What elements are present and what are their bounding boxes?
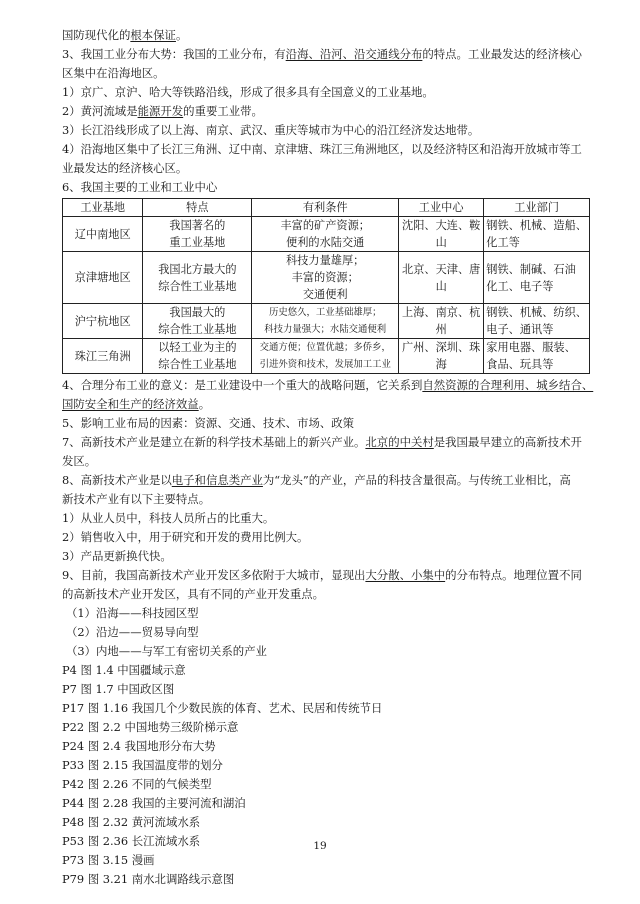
text-run: 2）黄河流域是 (62, 104, 138, 118)
cell-line: 以轻工业为主的 (158, 341, 237, 354)
cell-line: 我国著名的 (169, 219, 226, 232)
text-run: P22 图 2.2 中国地势三级阶梯示意 (62, 720, 239, 734)
cell-line: 化工、电子等 (486, 279, 554, 293)
text-run: P44 图 2.28 我国的主要河流和湖泊 (62, 796, 246, 810)
cell-line: 我国最大的 (169, 306, 226, 319)
table-cell-centers: 北京、天津、唐山 (399, 252, 484, 304)
text-run: P33 图 2.15 我国温度带的划分 (62, 758, 223, 772)
text-run: 业最发达的经济核心区。 (62, 161, 188, 175)
underlined-text: 沿海、沿河、沿交通线分布 (285, 47, 423, 61)
text-run: 的特点。工业最发达的经济核心 (422, 47, 582, 61)
text-run: P24 图 2.4 我国地形分布大势 (62, 739, 216, 753)
underlined-text: 根本保证 (130, 28, 176, 42)
cell-line: 家用电器、服装、 (486, 341, 576, 354)
text-line (62, 756, 590, 775)
header-cell: 工业基地 (63, 199, 143, 217)
table-cell-feature (143, 252, 252, 304)
table-cell-base: 沪宁杭地区 (63, 304, 143, 339)
industrial-bases-table (62, 198, 590, 374)
cell-line: 我国北方最大的 (158, 262, 237, 276)
text-line (62, 661, 590, 680)
table-cell-base: 珠江三角洲 (63, 339, 143, 374)
cell-line: 引进外资和技术，发展加工工业 (259, 359, 391, 370)
cell-line: 钢铁、机械、造船、 (486, 219, 587, 232)
text-line (62, 452, 590, 471)
table-cell-feature (143, 339, 252, 374)
text-line (62, 642, 590, 661)
cell-line: 重工业基地 (169, 236, 226, 249)
text-run: （1）沿海——科技园区型 (66, 606, 199, 620)
text-run: 。 (198, 397, 211, 411)
text-run: P79 图 3.21 南水北调路线示意图 (62, 872, 235, 886)
text-run: 是我国最早建立的高新技术开 (433, 435, 582, 449)
text-run: P53 图 2.36 长江流域水系 (62, 834, 201, 848)
text-line (62, 813, 590, 832)
table-row (63, 252, 590, 304)
header-cell: 工业中心 (399, 199, 484, 217)
text-run: 4）沿海地区集中了长江三角洲、辽中南、京津塘、珠江三角洲地区，以及经济特区和沿海开放城市等工 (62, 142, 582, 156)
text-run: 的重要工业带。 (183, 104, 263, 118)
table-cell-feature (143, 217, 252, 252)
text-line (62, 64, 590, 83)
text-line (62, 45, 590, 64)
text-line (62, 471, 590, 490)
text-line (62, 680, 590, 699)
text-run: P17 图 1.16 我国几个少数民族的体育、艺术、民居和传统节日 (62, 701, 383, 715)
table-row (63, 217, 590, 252)
text-line (62, 433, 590, 452)
text-run: 国防现代化的 (62, 28, 131, 42)
header-cell: 有利条件 (252, 199, 399, 217)
text-run: 发区。 (62, 454, 97, 468)
text-run: 6、我国主要的工业和工业中心 (62, 180, 218, 194)
text-run: 5、影响工业布局的因素：资源、交通、技术、市场、政策 (62, 416, 355, 430)
text-line (62, 121, 590, 140)
cell-line: 交通便利 (302, 288, 348, 301)
text-line (62, 178, 590, 197)
text-run: 的分布特点。地理位置不同 (445, 568, 582, 582)
text-line (62, 604, 590, 623)
text-run: 8、高新技术产业是以 (62, 473, 172, 487)
text-run: 9、目前，我国高新技术产业开发区多依附于大城市，显现出 (62, 568, 366, 582)
text-run: 2）销售收入中，用于研究和开发的费用比例大。 (62, 530, 309, 544)
cell-line: 电子、通讯等 (486, 323, 554, 336)
table-header-row (63, 199, 590, 217)
cell-line: 丰富的资源； (291, 271, 359, 284)
text-run: 3、我国工业分布大势：我国的工业分布，有 (62, 47, 286, 61)
table-cell-centers: 广州、深圳、珠海 (399, 339, 484, 374)
text-run: P4 图 1.4 中国疆域示意 (62, 663, 186, 677)
text-run: 。 (175, 28, 188, 42)
text-run: 为“龙头”的产业，产品的科技含量很高。与传统工业相比，高 (262, 473, 571, 487)
text-line (62, 159, 590, 178)
text-line (62, 851, 590, 870)
underlined-text: 能源开发 (137, 104, 184, 118)
text-line (62, 794, 590, 813)
text-run: P73 图 3.15 漫画 (62, 853, 155, 867)
text-line (62, 699, 590, 718)
text-line (62, 737, 590, 756)
text-run: 1）从业人员中，科技人员所占的比重大。 (62, 511, 275, 525)
text-run: 新技术产业有以下主要特点。 (62, 492, 211, 506)
cell-line: 综合性工业基地 (158, 279, 237, 293)
text-run: 1）京广、京沪、哈大等铁路沿线，形成了很多具有全国意义的工业基地。 (62, 85, 434, 99)
table-row (63, 304, 590, 339)
cell-line: 丰富的矿产资源； (280, 219, 370, 232)
table-cell-base: 京津塘地区 (63, 252, 143, 304)
text-line (62, 102, 590, 121)
underlined-text: 北京的中关村 (365, 435, 434, 449)
header-cell: 特点 (143, 199, 252, 217)
cell-line: 食品、玩具等 (486, 358, 554, 371)
text-run: P42 图 2.26 不同的气候类型 (62, 777, 212, 791)
text-run: P48 图 2.32 黄河流域水系 (62, 815, 201, 829)
text-line (62, 528, 590, 547)
text-line (62, 870, 590, 889)
text-line (62, 585, 590, 604)
cell-line: 化工等 (486, 236, 520, 249)
table-cell-base: 辽中南地区 (63, 217, 143, 252)
page-number: 19 (313, 840, 327, 852)
text-run: 3）长江沿线形成了以上海、南京、武汉、重庆等城市为中心的沿江经济发达地带。 (62, 123, 480, 137)
text-line (62, 509, 590, 528)
table-row (63, 339, 590, 374)
text-line (62, 140, 590, 159)
text-line (62, 83, 590, 102)
cell-line: 历史悠久，工业基础雄厚； (268, 307, 382, 318)
text-run: （3）内地——与军工有密切关系的产业 (66, 644, 267, 658)
text-line (62, 376, 594, 395)
table-cell-cond (252, 339, 399, 374)
table-cell-centers: 沈阳、大连、鞍山 (399, 217, 484, 252)
cell-line: 交通方便；位置优越；多侨乡， (259, 342, 391, 353)
table-cell-sectors (484, 339, 590, 374)
text-line (62, 547, 590, 566)
table-cell-cond (252, 217, 399, 252)
text-run: 4、合理分布工业的意义：是工业建设中一个重大的战略问题，它关系到 (62, 378, 423, 392)
text-run: 3）产品更新换代快。 (62, 549, 172, 563)
text-run: 的高新技术产业开发区，具有不同的产业开发重点。 (62, 587, 324, 601)
underlined-text: 大分散、小集中 (365, 568, 446, 582)
underlined-text: 国防安全和生产的经济效益 (62, 397, 199, 411)
table-cell-centers: 上海、南京、杭州 (399, 304, 484, 339)
text-line (62, 775, 590, 794)
table-cell-sectors (484, 252, 590, 304)
text-line (62, 623, 590, 642)
text-run: 7、高新技术产业是建立在新的科学技术基础上的新兴产业。 (62, 435, 366, 449)
table-cell-cond (252, 252, 399, 304)
text-line (62, 566, 590, 585)
underlined-text: 电子和信息类产业 (171, 473, 263, 487)
cell-line: 综合性工业基地 (158, 323, 237, 336)
cell-line: 钢铁、机械、纺织、 (486, 306, 587, 319)
text-line (62, 26, 590, 45)
text-run: P7 图 1.7 中国政区图 (62, 682, 175, 696)
document-page (62, 26, 594, 889)
table-cell-sectors (484, 304, 590, 339)
text-run: 区集中在沿海地区。 (62, 66, 165, 80)
text-run: （2）沿边——贸易导向型 (66, 625, 199, 639)
cell-line: 钢铁、制碱、石油 (486, 262, 576, 276)
cell-line: 科技力量雄厚； (286, 254, 365, 267)
table-cell-sectors (484, 217, 590, 252)
cell-line: 便利的水陆交通 (286, 236, 365, 249)
underlined-text: 自然资源的合理利用、城乡结合、 (422, 378, 594, 392)
text-line (62, 490, 590, 509)
table-cell-feature (143, 304, 252, 339)
text-line (62, 414, 590, 433)
table-cell-cond (252, 304, 399, 339)
cell-line: 综合性工业基地 (158, 358, 237, 371)
header-cell: 工业部门 (484, 199, 590, 217)
text-line (62, 395, 590, 414)
paragraph-block-top (62, 26, 590, 197)
cell-line: 科技力量强大；水陆交通便利 (264, 324, 387, 335)
paragraph-block-bottom (62, 376, 594, 889)
text-line (62, 718, 590, 737)
